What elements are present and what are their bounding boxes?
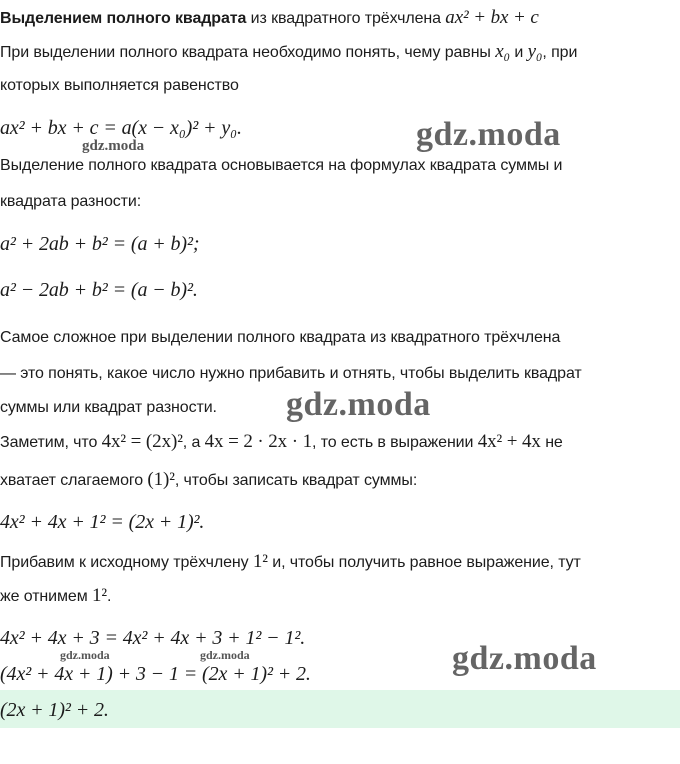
p1-y0: y₀ (527, 41, 543, 62)
p4-text-c: , то есть в выражении (312, 434, 478, 451)
p5-text-a: Прибавим к исходному трёхчлену (0, 554, 253, 571)
p4-text-line2-b: , чтобы записать квадрат суммы: (174, 472, 418, 489)
p5-formula-1: 1² (252, 551, 268, 572)
p1-and: и (510, 44, 528, 61)
paragraph-3-line-1: Самое сложное при выделении полного квадрата из квадратного трёхчлена (0, 329, 561, 346)
p4-text-line2-a: хватает слагаемого (0, 472, 148, 489)
paragraph-3-line-3: суммы или квадрат разности. (0, 399, 217, 416)
equation-3: a² − 2ab + b² = (a − b)². (0, 279, 198, 301)
watermark-logo: gdz.moda (200, 648, 250, 662)
p4-formula-1: 4x² = (2x)² (101, 431, 183, 452)
paragraph-2-line-1: Выделение полного квадрата основывается на формулах квадрата суммы и (0, 157, 563, 174)
watermark-logo: gdz.moda (452, 640, 597, 677)
equation-2: a² + 2ab + b² = (a + b)²; (0, 233, 200, 255)
p5-text-line2-a: же отнимем (0, 588, 92, 605)
paragraph-5-line-1 (0, 552, 581, 573)
equation-4: 4x² + 4x + 1² = (2x + 1)². (0, 511, 205, 533)
paragraph-1-line-2: которых выполняется равенство (0, 77, 239, 94)
p5-text-line2-b: . (106, 588, 112, 605)
p4-text-d: не (540, 434, 563, 451)
watermark-logo: gdz.moda (82, 138, 145, 154)
equation-6: (4x² + 4x + 1) + 3 − 1 = (2x + 1)² + 2. (0, 663, 311, 685)
watermark-logo: gdz.moda (286, 386, 431, 423)
watermark-logo: gdz.moda (60, 648, 110, 662)
p1-text-b: , при (542, 44, 578, 61)
p4-formula-3: 4x² + 4x (477, 431, 541, 452)
section-title: Выделением полного квадрата (0, 10, 247, 27)
paragraph-3-line-2: — это понять, какое число нужно прибавить и отнять, чтобы выделить квадрат (0, 365, 582, 382)
p4-formula-4: (1)² (147, 469, 175, 490)
paragraph-4-line-2 (0, 470, 417, 491)
p4-text-b: , а (182, 434, 205, 451)
p5-text-b: и, чтобы получить равное выражение, тут (267, 554, 581, 571)
answer-formula: (2x + 1)² + 2. (0, 699, 109, 721)
watermark-logo: gdz.moda (416, 116, 561, 153)
paragraph-4-line-1 (0, 432, 563, 453)
paragraph-5-line-2 (0, 586, 111, 607)
p1-text-a: При выделении полного квадрата необходимо понять, чему равны (0, 44, 496, 61)
equation-1: ax² + bx + c = a(x − x₀)² + y₀. (0, 117, 242, 139)
paragraph-1-line-1 (0, 42, 577, 63)
paragraph-2-line-2: квадрата разности: (0, 193, 142, 210)
title-formula: ax² + bx + c (445, 7, 539, 28)
p1-x0: x₀ (495, 41, 511, 62)
p4-formula-2: 4x = 2 · 2x · 1 (204, 431, 313, 452)
section-title-line (0, 8, 539, 29)
equation-5: 4x² + 4x + 3 = 4x² + 4x + 3 + 1² − 1². (0, 627, 306, 649)
p4-text-a: Заметим, что (0, 434, 102, 451)
section-title-rest: из квадратного трёхчлена (246, 10, 446, 27)
p5-formula-2: 1² (91, 585, 107, 606)
